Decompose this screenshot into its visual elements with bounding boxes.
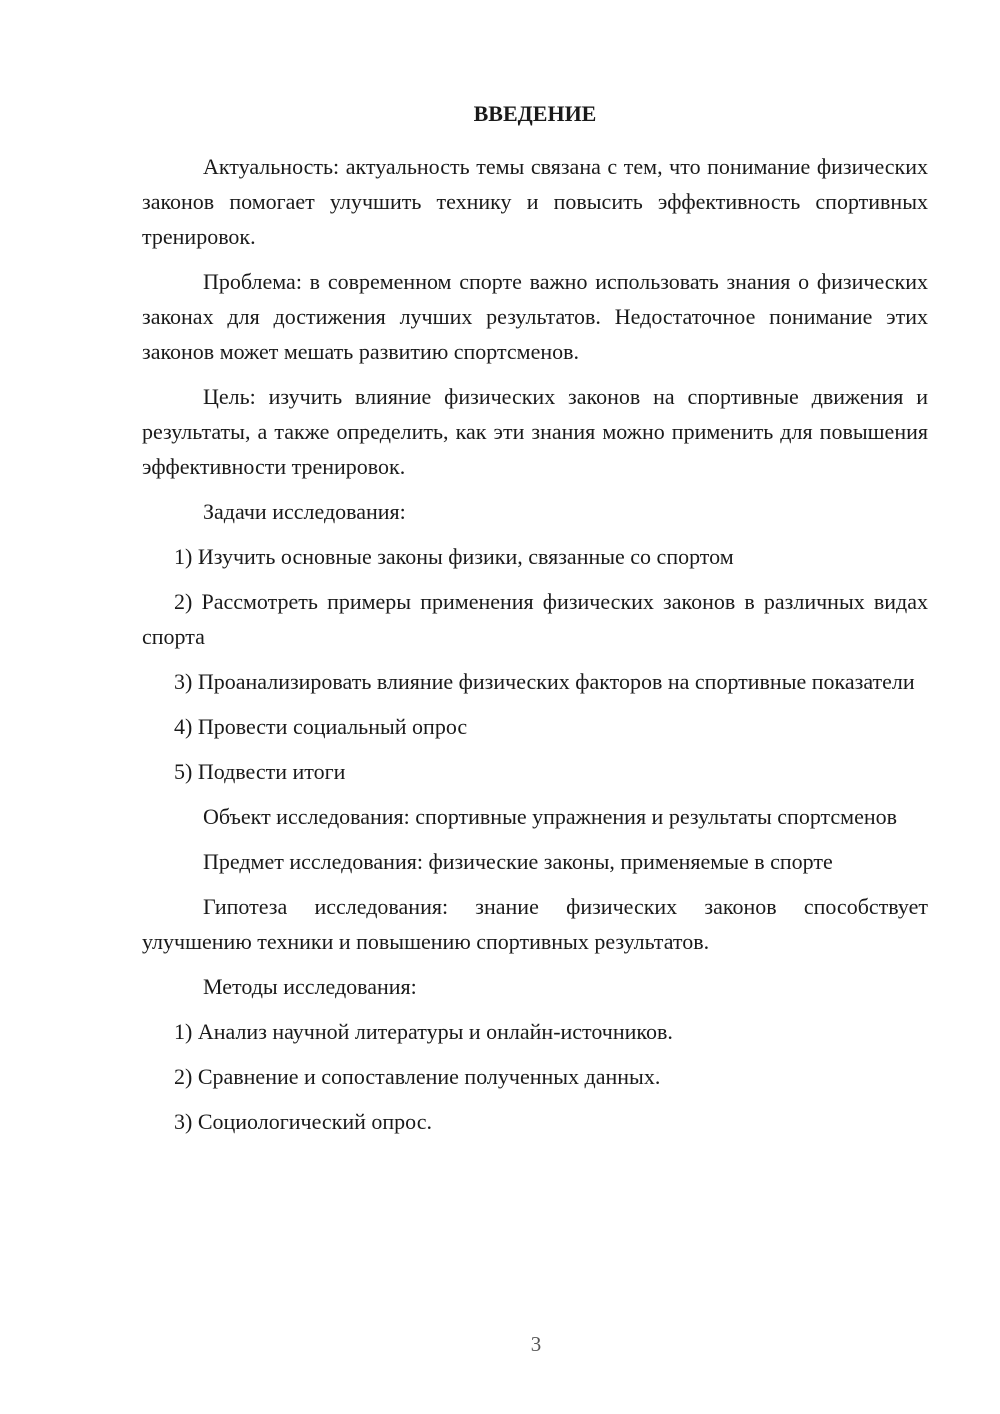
method-item: 3) Социологический опрос. (174, 1109, 432, 1134)
document-page (142, 96, 928, 1149)
object-paragraph: Объект исследования: спортивные упражнения и результаты спортсменов (203, 804, 898, 829)
task-item: 3) Проанализировать влияние физических факторов на спортивные показатели (174, 669, 915, 694)
methods-heading: Методы исследования: (203, 974, 417, 999)
subject-paragraph: Предмет исследования: физические законы, применяемые в спорте (203, 849, 833, 874)
page-number: 3 (530, 1332, 542, 1356)
problem-paragraph: Проблема: в современном спорте важно использовать знания о физических законах для достижения лучших результатов. Недостаточное понимание этих законов может мешать развитию спортсменов. (142, 269, 928, 364)
relevance-paragraph: Актуальность: актуальность темы связана с тем, что понимание физических законов помогает улучшить технику и повысить эффективность спортивных тренировок. (142, 154, 928, 249)
method-item: 2) Сравнение и сопоставление полученных данных. (174, 1064, 661, 1089)
hypothesis-paragraph: Гипотеза исследования: знание физических законов способствует улучшению техники и повышению спортивных результатов. (142, 894, 928, 954)
task-item: 2) Рассмотреть примеры применения физических законов в различных видах спорта (142, 589, 928, 649)
task-item: 1) Изучить основные законы физики, связанные со спортом (174, 544, 734, 569)
task-item: 5) Подвести итоги (174, 759, 346, 784)
goal-paragraph: Цель: изучить влияние физических законов на спортивные движения и результаты, а также определить, как эти знания можно применить для повышения эффективности тренировок. (142, 384, 928, 479)
task-item: 4) Провести социальный опрос (174, 714, 468, 739)
method-item: 1) Анализ научной литературы и онлайн-источников. (174, 1019, 673, 1044)
page-title: ВВЕДЕНИЕ (473, 101, 597, 126)
tasks-heading: Задачи исследования: (203, 499, 406, 524)
